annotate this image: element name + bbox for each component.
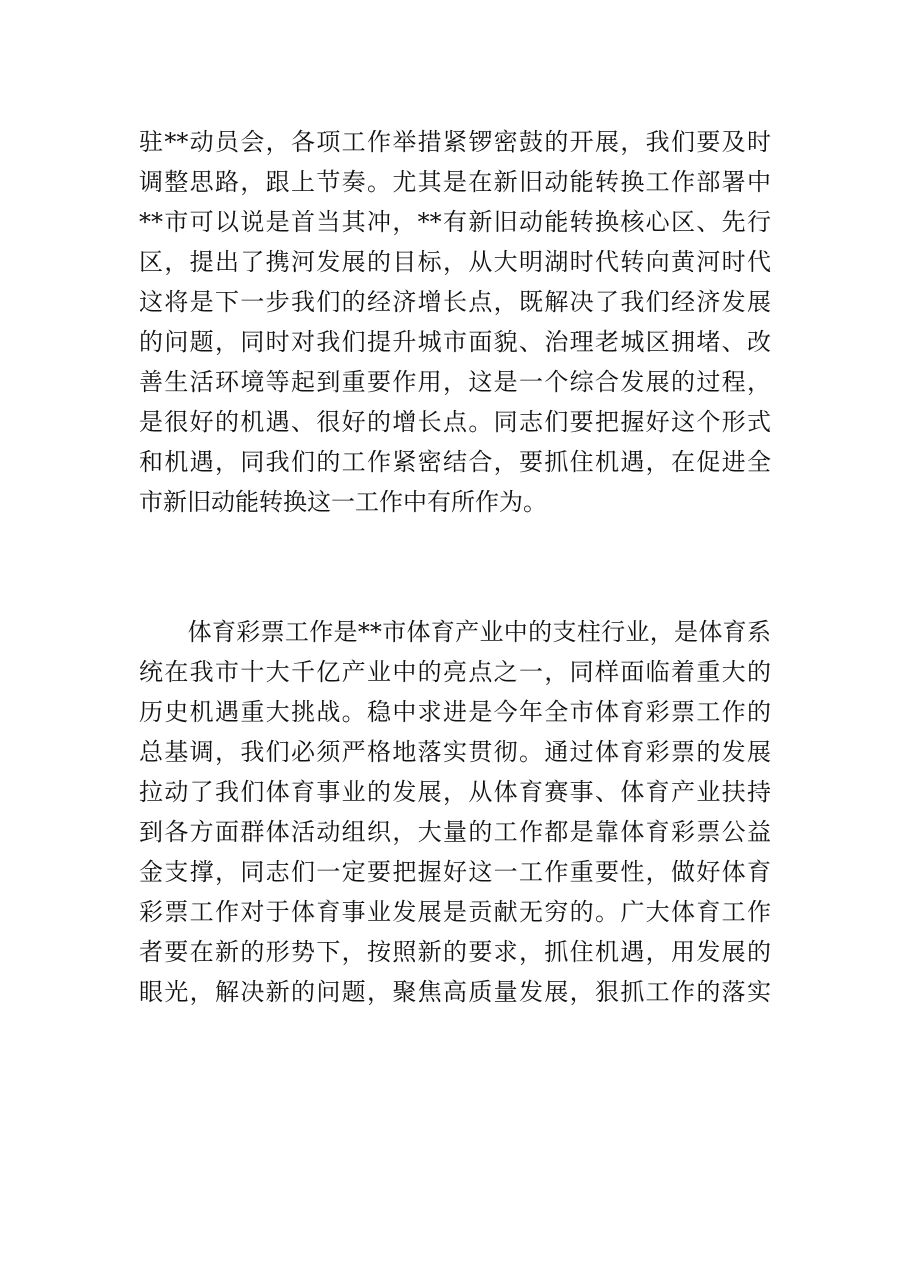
text-line: 眼光，解决新的问题，聚焦高质量发展，狠抓工作的落实 (139, 978, 771, 1006)
text-line: 是很好的机遇、很好的增长点。同志们要把握好这个形式 (139, 408, 771, 436)
text-line: 彩票工作对于体育事业发展是贡献无穷的。广大体育工作 (139, 898, 771, 926)
text-line: 金支撑，同志们一定要把握好这一工作重要性，做好体育 (139, 858, 771, 886)
text-line: 市新旧动能转换这一工作中有所作为。 (139, 488, 547, 516)
text-line: 体育彩票工作是**市体育产业中的支柱行业，是体育系 (139, 618, 771, 646)
text-line: 善生活环境等起到重要作用，这是一个综合发展的过程， (139, 368, 771, 396)
text-line: 拉动了我们体育事业的发展，从体育赛事、体育产业扶持 (139, 778, 771, 806)
text-line: 总基调，我们必须严格地落实贯彻。通过体育彩票的发展 (139, 738, 771, 766)
text-line: 调整思路，跟上节奏。尤其是在新旧动能转换工作部署中 (139, 168, 771, 196)
paragraph-1 (139, 122, 771, 522)
text-line: 和机遇，同我们的工作紧密结合，要抓住机遇，在促进全 (139, 448, 771, 476)
text-line: 这将是下一步我们的经济增长点，既解决了我们经济发展 (139, 288, 771, 316)
text-line: 驻**动员会，各项工作举措紧锣密鼓的开展，我们要及时 (139, 128, 771, 156)
text-line: 区，提出了携河发展的目标，从大明湖时代转向黄河时代 (139, 248, 771, 276)
text-line: 到各方面群体活动组织，大量的工作都是靠体育彩票公益 (139, 818, 771, 846)
text-line: 统在我市十大千亿产业中的亮点之一，同样面临着重大的 (139, 658, 771, 686)
text-line: 的问题，同时对我们提升城市面貌、治理老城区拥堵、改 (139, 328, 771, 356)
text-line: 者要在新的形势下，按照新的要求，抓住机遇，用发展的 (139, 938, 771, 966)
paragraph-2 (139, 612, 771, 1012)
text-line: 历史机遇重大挑战。稳中求进是今年全市体育彩票工作的 (139, 698, 771, 726)
text-line: **市可以说是首当其冲，**有新旧动能转换核心区、先行 (139, 208, 771, 236)
